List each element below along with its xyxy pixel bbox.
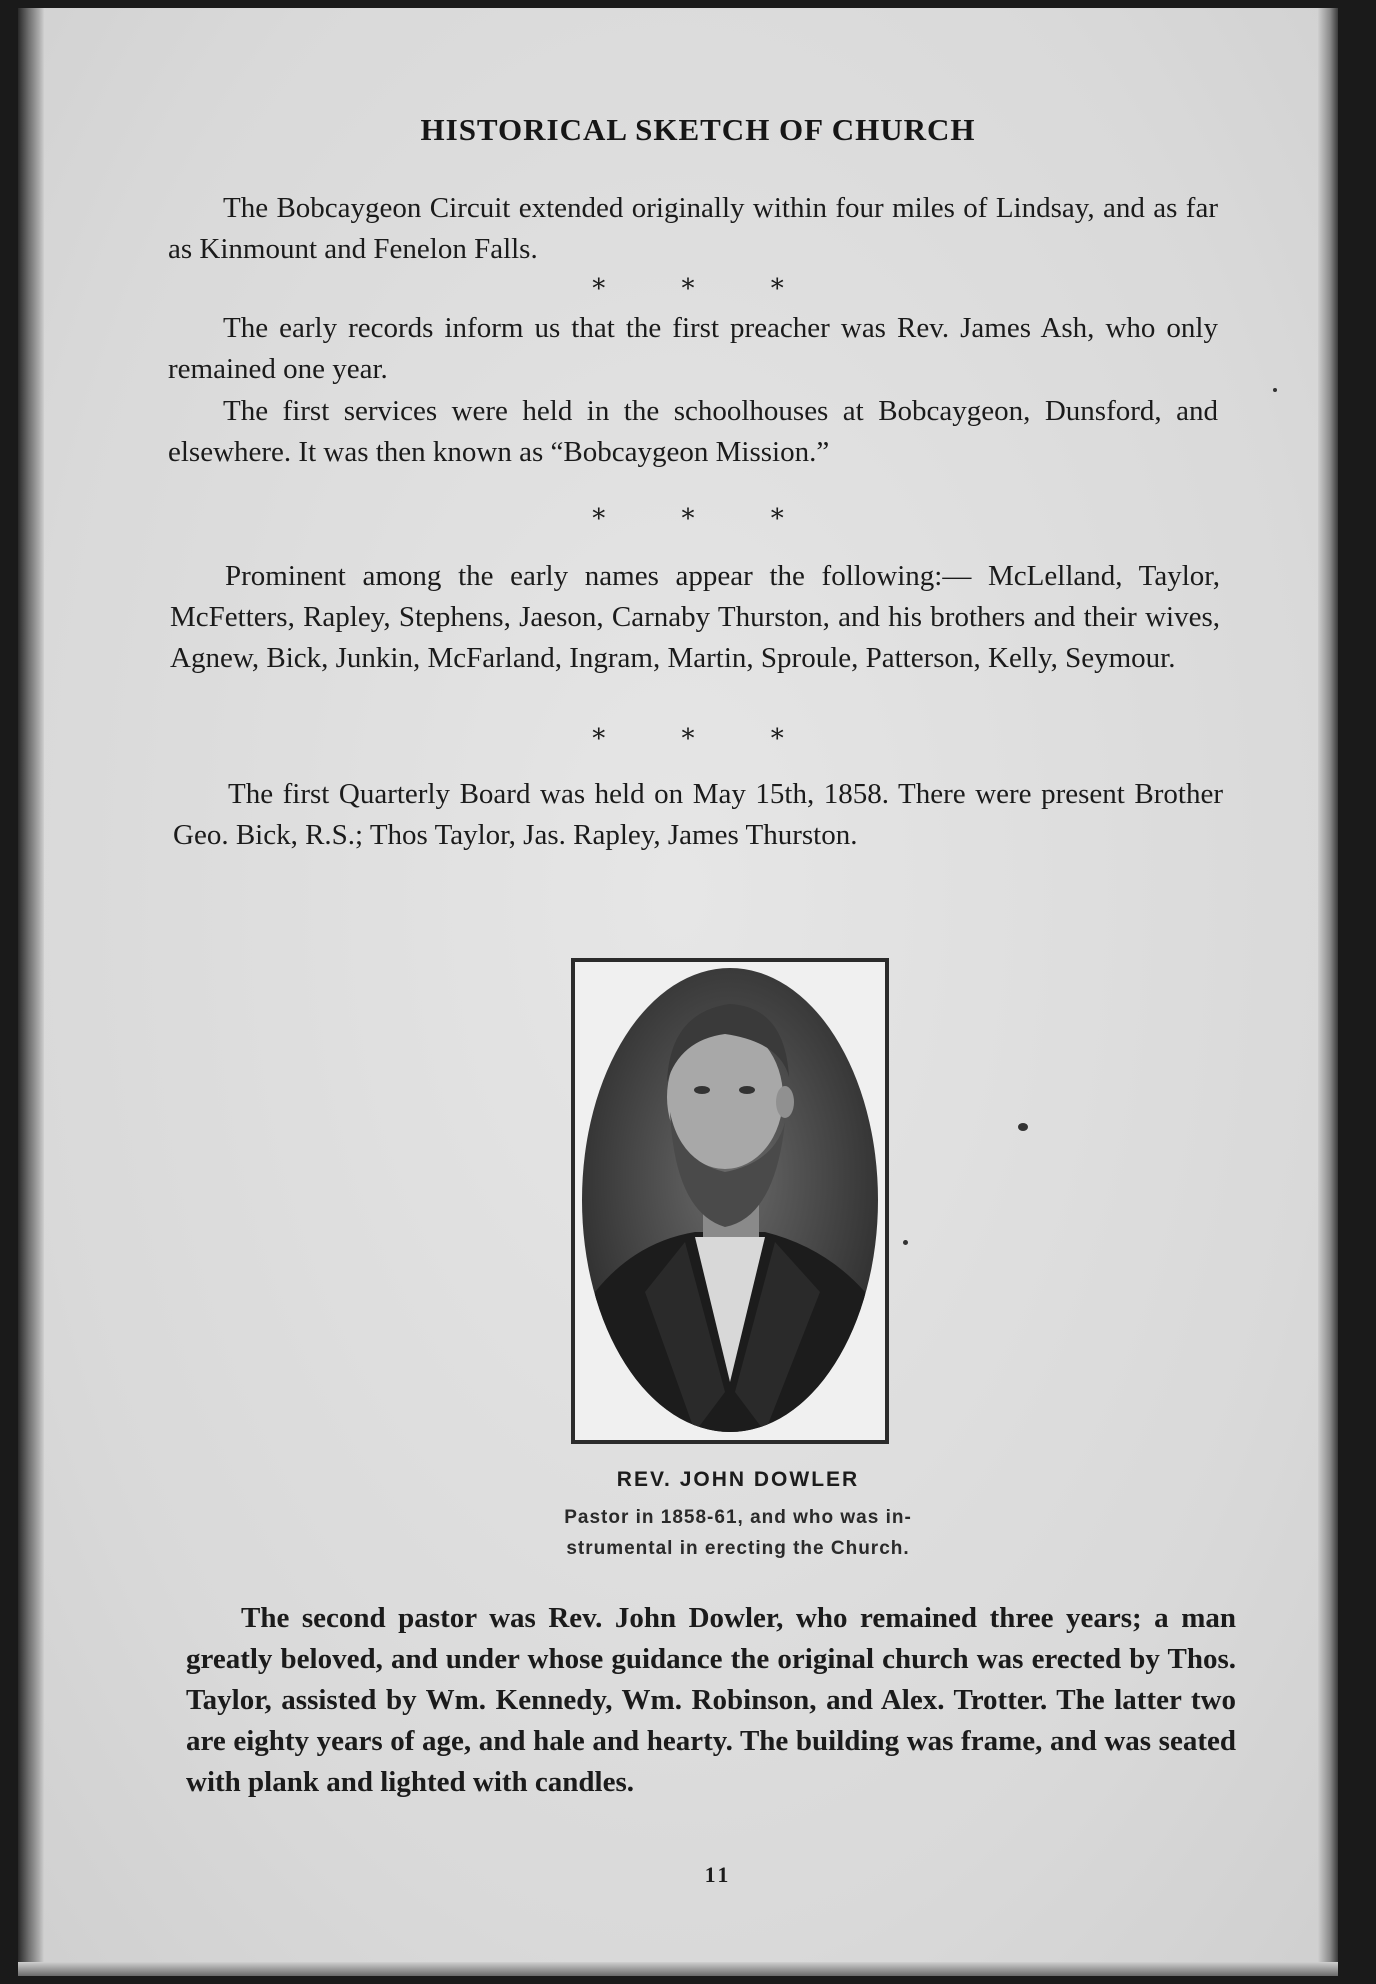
section-separator: * * * xyxy=(592,724,784,754)
paragraph-circuit: The Bobcaygeon Circuit extended originally within four miles of Lindsay, and as far as Kinmount and Fenelon Falls. xyxy=(168,192,1218,265)
page-heading: HISTORICAL SKETCH OF CHURCH xyxy=(420,112,976,147)
ink-speck xyxy=(1018,1123,1028,1131)
page-number: 11 xyxy=(704,1862,732,1887)
ink-speck xyxy=(1273,388,1277,392)
book-page xyxy=(18,8,1338,1976)
section-separator: * * * xyxy=(592,504,784,534)
paragraph-first-preacher: The early records inform us that the first preacher was Rev. James Ash, who only remained one year. xyxy=(168,312,1218,385)
ink-speck xyxy=(903,1240,908,1245)
portrait-image xyxy=(575,962,885,1440)
paragraph-second-pastor: The second pastor was Rev. John Dowler, who remained three years; a man greatly beloved, and under whose guidance the original church was erected by Thos. Taylor, assisted by Wm. Kennedy, Wm. Robinson, and Alex. Trotter. The latter two are eighty years of age, and hale and hearty. The building was frame, and was seated with plank and lighted with candles. xyxy=(186,1602,1236,1798)
portrait-caption-line: Pastor in 1858-61, and who was in- xyxy=(564,1507,912,1528)
page-edge-bottom xyxy=(18,1962,1338,1976)
portrait-photo xyxy=(571,958,889,1444)
section-separator: * * * xyxy=(592,274,784,304)
paragraph-early-names: Prominent among the early names appear the following:— McLelland, Taylor, McFetters, Rapley, Stephens, Jaeson, Carnaby Thurston, and his brothers and their wives, Agnew, Bick, Junkin, McFarland, Ingram, Martin, Sproule, Patterson, Kelly, Seymour. xyxy=(170,560,1220,674)
portrait-caption-text xyxy=(438,1502,1038,1564)
portrait-caption-line: strumental in erecting the Church. xyxy=(566,1538,910,1559)
paragraph-first-services: The first services were held in the schoolhouses at Bobcaygeon, Dunsford, and elsewhere. It was then known as “Bobcaygeon Mission.” xyxy=(168,395,1218,468)
portrait-caption-name: REV. JOHN DOWLER xyxy=(616,1468,860,1491)
paragraph-quarterly-board: The first Quarterly Board was held on May 15th, 1858. There were present Brother Geo. Bick, R.S.; Thos Taylor, Jas. Rapley, James Thurston. xyxy=(173,778,1223,851)
